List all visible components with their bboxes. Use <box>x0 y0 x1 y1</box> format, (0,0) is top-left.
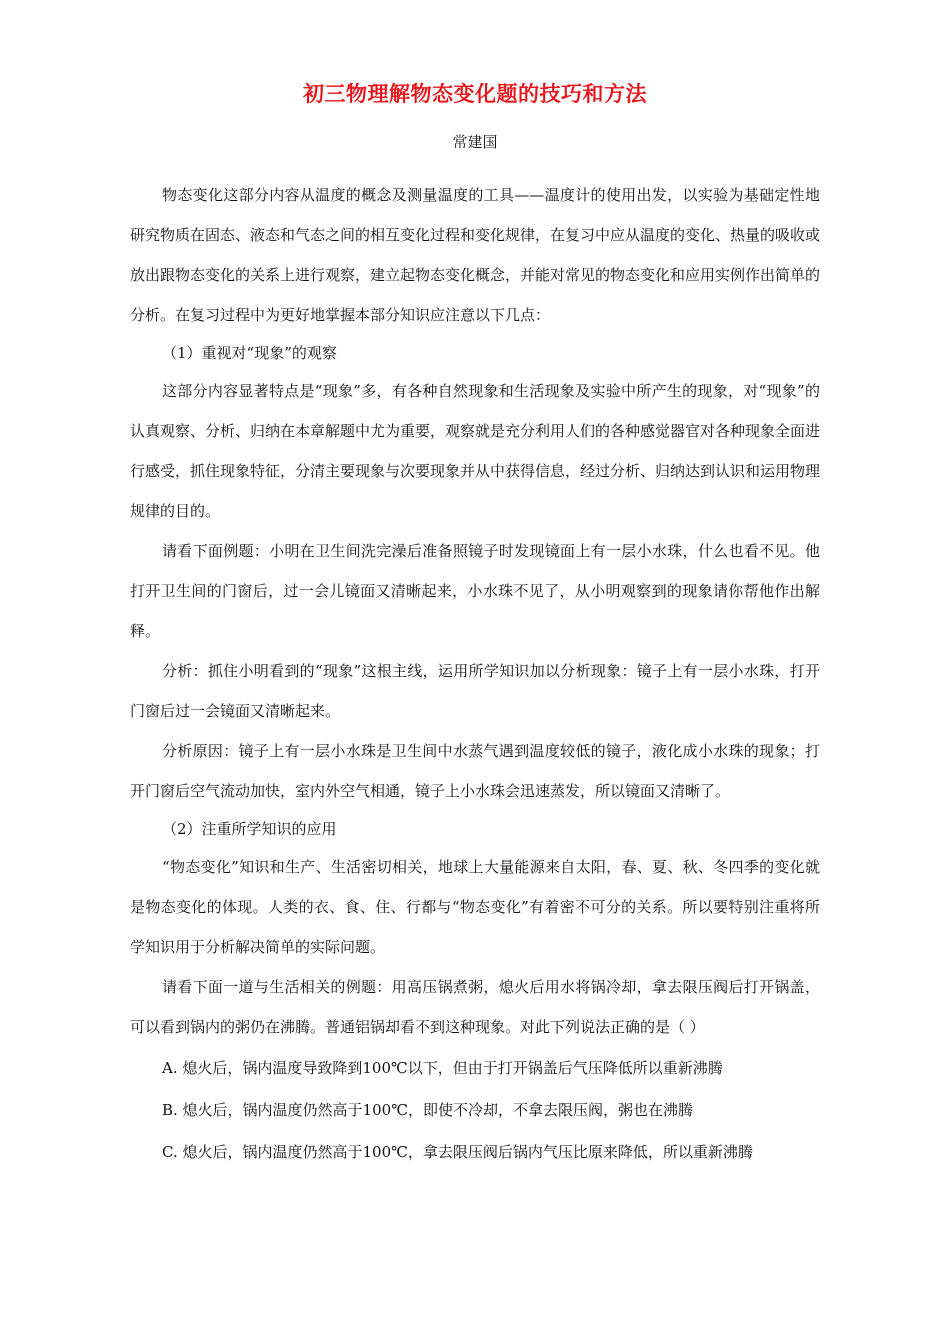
option-c: C. 熄火后，锅内温度仍然高于100℃，拿去限压阀后锅内气压比原来降低，所以重新沸腾 <box>162 1143 753 1161</box>
paragraph-analysis-reason: 分析原因：镜子上有一层小水珠是卫生间中水蒸气遇到温度较低的镜子，液化成小水珠的现象；打开门窗后空气流动加快，室内外空气相通，镜子上小水珠会迅速蒸发，所以镜面又清晰了。 <box>130 742 820 800</box>
author-name: 常建国 <box>452 133 498 151</box>
paragraph-analysis: 分析：抓住小明看到的“现象”这根主线，运用所学知识加以分析现象：镜子上有一层小水珠，打开门窗后过一会镜面又清晰起来。 <box>130 662 820 720</box>
document-body <box>130 175 820 1173</box>
paragraph-phenomena: 这部分内容显著特点是“现象”多，有各种自然现象和生活现象及实验中所产生的现象，对“现象”的认真观察、分析、归纳在本章解题中尤为重要，观察就是充分利用人们的各种感觉器官对各种现象全面进行感受，抓住现象特征，分清主要现象与次要现象并从中获得信息，经过分析、归纳达到认识和运用物理规律的目的。 <box>130 382 821 520</box>
section-heading-2: （2）注重所学知识的应用 <box>162 820 337 838</box>
option-a: A. 熄火后，锅内温度导致降到100℃以下，但由于打开锅盖后气压降低所以重新沸腾 <box>162 1059 723 1077</box>
paragraph-example-1: 请看下面例题：小明在卫生间洗完澡后准备照镜子时发现镜面上有一层小水珠，什么也看不见。他打开卫生间的门窗后，过一会儿镜面又清晰起来，小水珠不见了，从小明观察到的现象请你帮他作出解释。 <box>130 542 820 640</box>
paragraph-example-2: 请看下面一道与生活相关的例题：用高压锅煮粥，熄火后用水将锅冷却，拿去限压阀后打开锅盖，可以看到锅内的粥仍在沸腾。普通铝锅却看不到这种现象。对此下列说法正确的是（ ） <box>130 978 820 1036</box>
option-b: B. 熄火后，锅内温度仍然高于100℃，即使不冷却，不拿去限压阀，粥也在沸腾 <box>162 1101 693 1119</box>
paragraph-intro: 物态变化这部分内容从温度的概念及测量温度的工具——温度计的使用出发，以实验为基础定性地研究物质在固态、液态和气态之间的相互变化过程和变化规律，在复习中应从温度的变化、热量的吸收或放出跟物态变化的关系上进行观察，建立起物态变化概念，并能对常见的物态变化和应用实例作出简单的分析。在复习过程中为更好地掌握本部分知识应注意以下几点： <box>130 186 821 324</box>
page-title: 初三物理解物态变化题的技巧和方法 <box>303 81 647 106</box>
paragraph-application: “物态变化”知识和生产、生活密切相关，地球上大量能源来自太阳，春、夏、秋、冬四季的变化就是物态变化的体现。人类的衣、食、住、行都与“物态变化”有着密不可分的关系。所以要特别注重将所学知识用于分析解决简单的实际问题。 <box>130 858 820 956</box>
section-heading-1: （1）重视对“现象”的观察 <box>162 344 337 362</box>
